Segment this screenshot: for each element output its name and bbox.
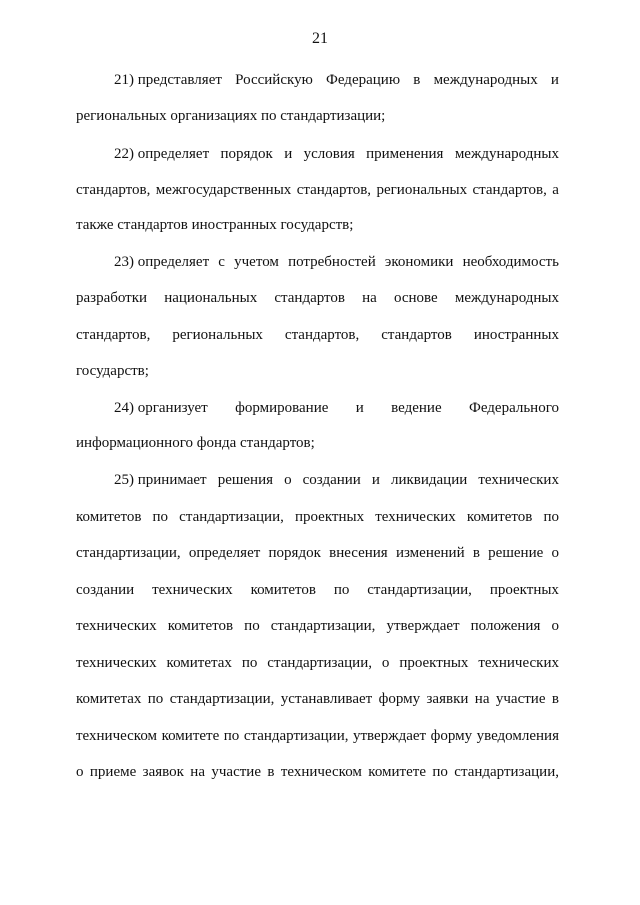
- word: по: [432, 764, 448, 780]
- word: Российскую: [235, 72, 313, 88]
- word: форму: [378, 691, 421, 707]
- word: форму: [430, 728, 473, 744]
- word: решение: [488, 545, 544, 561]
- word: по: [543, 509, 559, 525]
- word: о: [551, 618, 559, 634]
- word: Федерального: [468, 400, 559, 416]
- word: международных: [433, 72, 538, 88]
- text-line: [76, 726, 559, 746]
- word: о: [76, 764, 84, 780]
- word: технических: [478, 655, 559, 671]
- text-line: [114, 70, 559, 90]
- word: на: [362, 290, 377, 306]
- text-line: [76, 325, 559, 345]
- word: технических: [152, 582, 233, 598]
- word: по: [152, 509, 169, 525]
- word: по: [241, 655, 258, 671]
- word: 25) принимает: [114, 472, 207, 488]
- word: проектных: [294, 509, 365, 525]
- word: стандартов: [274, 290, 345, 306]
- text-line: [114, 398, 559, 418]
- word: устанавливает: [280, 691, 373, 707]
- word: стандартов,: [76, 327, 151, 343]
- word: положения: [470, 618, 541, 634]
- word: технических: [76, 618, 157, 634]
- word: потребностей: [288, 254, 376, 270]
- word: Федерацию: [326, 72, 401, 88]
- word: разработки: [76, 290, 148, 306]
- word: стандартизации,: [76, 545, 181, 561]
- word: условия: [303, 146, 355, 162]
- word: проектных: [489, 582, 559, 598]
- word: национальных: [164, 290, 258, 306]
- text-line: [76, 507, 559, 527]
- word: и: [371, 472, 380, 488]
- word: заявки: [426, 691, 469, 707]
- word: определяет: [188, 545, 261, 561]
- page-number: 21: [312, 30, 328, 47]
- word: и: [355, 400, 364, 416]
- text-line: государств;: [76, 363, 149, 379]
- word: уведомления: [476, 728, 559, 744]
- text-line: [76, 653, 559, 673]
- word: решения: [217, 472, 274, 488]
- word: стандартов,: [76, 182, 151, 198]
- word: ведение: [391, 400, 442, 416]
- word: технических: [478, 472, 559, 488]
- text-line: [114, 252, 559, 272]
- text-line: [76, 180, 559, 200]
- word: межгосударственных: [155, 182, 292, 198]
- word: стандартизации,: [454, 764, 559, 780]
- word: по: [244, 618, 260, 634]
- word: внесения: [329, 545, 388, 561]
- word: на: [190, 764, 205, 780]
- word: региональных: [172, 327, 263, 343]
- word: формирование: [235, 400, 329, 416]
- word: в: [267, 764, 275, 780]
- word: международных: [454, 290, 559, 306]
- word: о: [284, 472, 292, 488]
- word: 23) определяет: [114, 254, 210, 270]
- word: в: [551, 691, 559, 707]
- word: создании: [76, 582, 135, 598]
- word: по: [333, 582, 350, 598]
- text-line: также стандартов иностранных государств;: [76, 217, 354, 233]
- word: стандартизации,: [267, 655, 372, 671]
- word: стандартизации,: [243, 728, 349, 744]
- word: комитетах: [76, 691, 142, 707]
- word: стандартизации,: [270, 618, 376, 634]
- word: а: [552, 182, 559, 198]
- word: стандартизации,: [367, 582, 472, 598]
- word: экономики: [384, 254, 454, 270]
- word: 22) определяет: [114, 146, 210, 162]
- word: необходимость: [462, 254, 559, 270]
- word: и: [284, 146, 293, 162]
- word: 21) представляет: [114, 72, 222, 88]
- word: применения: [366, 146, 444, 162]
- word: на: [474, 691, 490, 707]
- word: проектных: [399, 655, 469, 671]
- word: международных: [454, 146, 559, 162]
- text-line: [76, 580, 559, 600]
- word: стандартов,: [472, 182, 547, 198]
- text-line: [76, 616, 559, 636]
- word: 24) организует: [114, 400, 208, 416]
- word: комитетов: [167, 618, 234, 634]
- word: и: [550, 72, 559, 88]
- word: иностранных: [473, 327, 559, 343]
- word: стандартов,: [284, 327, 360, 343]
- word: по: [147, 691, 164, 707]
- word: технических: [375, 509, 456, 525]
- word: в: [413, 72, 421, 88]
- word: комитетов: [250, 582, 316, 598]
- word: порядок: [268, 545, 321, 561]
- text-line: [114, 470, 559, 490]
- word: о: [551, 545, 559, 561]
- word: участие: [495, 691, 546, 707]
- word: стандартизации,: [179, 509, 284, 525]
- word: комитетов: [76, 509, 142, 525]
- word: техническом: [76, 728, 158, 744]
- word: стандартизации,: [169, 691, 275, 707]
- word: по: [223, 728, 240, 744]
- word: комитете: [161, 728, 220, 744]
- word: учетом: [234, 254, 279, 270]
- word: создании: [302, 472, 361, 488]
- word: в: [472, 545, 480, 561]
- word: техническом: [280, 764, 362, 780]
- word: комитетах: [166, 655, 232, 671]
- word: стандартов,: [296, 182, 372, 198]
- text-line: [76, 762, 559, 782]
- text-line: [76, 288, 559, 308]
- word: ликвидации: [390, 472, 468, 488]
- word: приеме: [89, 764, 137, 780]
- word: комитетов: [466, 509, 533, 525]
- word: участие: [211, 764, 261, 780]
- word: утверждает: [386, 618, 460, 634]
- text-line: [76, 543, 559, 563]
- text-line: [76, 689, 559, 709]
- word: о: [381, 655, 390, 671]
- word: порядок: [220, 146, 273, 162]
- word: технических: [76, 655, 157, 671]
- text-line: информационного фонда стандартов;: [76, 435, 315, 451]
- text-line: региональных организациях по стандартизации;: [76, 108, 386, 124]
- word: региональных: [376, 182, 468, 198]
- word: стандартов: [381, 327, 452, 343]
- word: основе: [393, 290, 438, 306]
- word: утверждает: [353, 728, 427, 744]
- word: с: [218, 254, 225, 270]
- word: изменений: [395, 545, 465, 561]
- text-line: [114, 144, 559, 164]
- word: комитете: [368, 764, 426, 780]
- word: заявок: [142, 764, 184, 780]
